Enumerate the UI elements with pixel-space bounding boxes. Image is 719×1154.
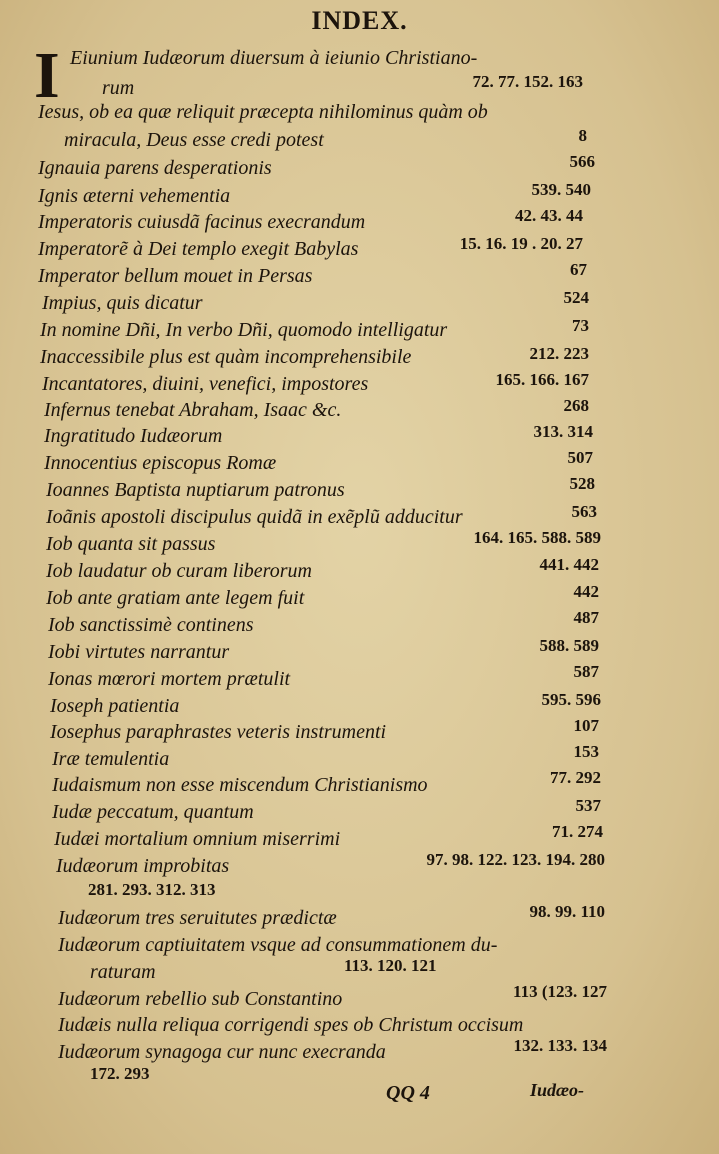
index-entry-pages: 72. 77. 152. 163 [472, 72, 583, 91]
index-entry-text: Iudaismum non esse miscendum Christianismo [52, 774, 428, 796]
index-entry-text: Iudæorum improbitas [56, 855, 230, 877]
index-entry-pages: 281. 293. 312. 313 [88, 880, 216, 899]
drop-initial: I [34, 39, 60, 112]
index-entry-pages: 212. 223 [529, 344, 589, 363]
index-entry-text: Ingratitudo Iudæorum [44, 425, 223, 447]
index-entry-pages: 563 [571, 502, 597, 521]
index-entry-text: Ioãnis apostoli discipulus quidã in exẽplũ adducitur [46, 506, 463, 528]
index-entry-pages: 539. 540 [531, 180, 591, 199]
index-entry-pages: 566 [569, 152, 595, 171]
index-entry-text: Iob sanctissimè continens [48, 614, 254, 636]
index-entry-pages: 313. 314 [533, 422, 593, 441]
index-entry-pages: 441. 442 [539, 555, 599, 574]
index-entry-text: Iudæ peccatum, quantum [52, 801, 254, 823]
index-entry-text: Inaccessibile plus est quàm incomprehensibile [40, 346, 412, 368]
index-entry-text: rum [102, 77, 135, 99]
index-entry-text: Iudæis nulla reliqua corrigendi spes ob Christum occisum [58, 1014, 524, 1036]
index-entry-pages: 595. 596 [541, 690, 601, 709]
index-entry-text: miracula, Deus esse credi potest [64, 129, 324, 151]
index-entry-pages: 113. 120. 121 [344, 956, 437, 975]
index-entry-text: Iob ante gratiam ante legem fuit [46, 587, 305, 609]
index-entry-text: Ioseph patientia [50, 695, 180, 717]
index-entry-pages: 8 [578, 126, 587, 145]
index-entry-text: Innocentius episcopus Romæ [44, 452, 277, 474]
index-entry-text: Iudæorum captiuitatem vsque ad consummationem du- [58, 934, 498, 956]
index-entry-pages: 587 [573, 662, 599, 681]
index-entry-pages: 15. 16. 19 . 20. 27 [459, 234, 583, 253]
index-entry-text: Iudæorum synagoga cur nunc execranda [58, 1041, 386, 1063]
index-entry-pages: 71. 274 [552, 822, 603, 841]
index-entry-text: Iræ temulentia [52, 748, 170, 770]
index-entry-pages: 528 [569, 474, 595, 493]
index-entry-text: Iosephus paraphrastes veteris instrumenti [50, 721, 387, 743]
index-entry-pages: 153 [573, 742, 599, 761]
index-entry-pages: 537 [575, 796, 601, 815]
index-entry-pages: 77. 292 [550, 768, 601, 787]
index-entry-pages: 524 [563, 288, 589, 307]
index-entry-text: Incantatores, diuini, venefici, impostores [42, 373, 369, 395]
index-entry-pages: 164. 165. 588. 589 [473, 528, 601, 547]
index-entry-text: Impius, quis dicatur [42, 292, 203, 314]
catchword: Iudæo- [530, 1080, 585, 1100]
signature-mark: QQ 4 [386, 1082, 430, 1104]
index-entry-pages: 113 (123. 127 [513, 982, 607, 1001]
index-entry-text: Iob quanta sit passus [46, 533, 216, 555]
index-entry-pages: 132. 133. 134 [513, 1036, 607, 1055]
index-entry-pages: 98. 99. 110 [529, 902, 605, 921]
index-entry-text: Ionas mœrori mortem prætulit [48, 668, 291, 690]
index-entry-text: Ignis æterni vehementia [38, 185, 231, 207]
index-entry-text: Imperatoris cuiusdã facinus execrandum [38, 211, 366, 233]
index-entry-text: Imperator bellum mouet in Persas [38, 265, 313, 287]
index-entry-text: Iudæi mortalium omnium miserrimi [54, 828, 341, 850]
index-entry-text: raturam [90, 961, 156, 983]
page-header: INDEX. [311, 6, 408, 35]
index-entry-text: Eiunium Iudæorum diuersum à ieiunio Christiano- [70, 47, 478, 69]
index-entry-pages: 507 [567, 448, 593, 467]
index-entry-text: Iesus, ob ea quæ reliquit præcepta nihilominus quàm ob [38, 101, 488, 123]
index-entry-text: Infernus tenebat Abraham, Isaac &c. [44, 399, 342, 421]
index-entry-pages: 588. 589 [539, 636, 599, 655]
index-entry-pages: 268 [563, 396, 589, 415]
index-entry-pages: 442 [573, 582, 599, 601]
index-entry-text: Iudæorum rebellio sub Constantino [58, 988, 343, 1010]
index-entry-text: Ignauia parens desperationis [38, 157, 272, 179]
index-entry-pages: 107 [573, 716, 599, 735]
index-entry-text: Iudæorum tres seruitutes prædictæ [58, 907, 337, 929]
index-entry-text: Imperatorẽ à Dei templo exegit Babylas [38, 238, 359, 260]
index-entry-text: Ioannes Baptista nuptiarum patronus [46, 479, 345, 501]
index-entry-text: In nomine Dñi, In verbo Dñi, quomodo intelligatur [40, 319, 448, 341]
index-entry-pages: 73 [572, 316, 589, 335]
index-entry-text: Iob laudatur ob curam liberorum [46, 560, 312, 582]
index-entry-pages: 67 [570, 260, 587, 279]
index-entry-pages: 487 [573, 608, 599, 627]
index-entry-text: Iobi virtutes narrantur [48, 641, 230, 663]
index-entry-pages: 42. 43. 44 [515, 206, 583, 225]
index-entry-pages: 165. 166. 167 [495, 370, 589, 389]
index-entry-pages: 172. 293 [90, 1064, 150, 1083]
index-entry-pages: 97. 98. 122. 123. 194. 280 [426, 850, 605, 869]
